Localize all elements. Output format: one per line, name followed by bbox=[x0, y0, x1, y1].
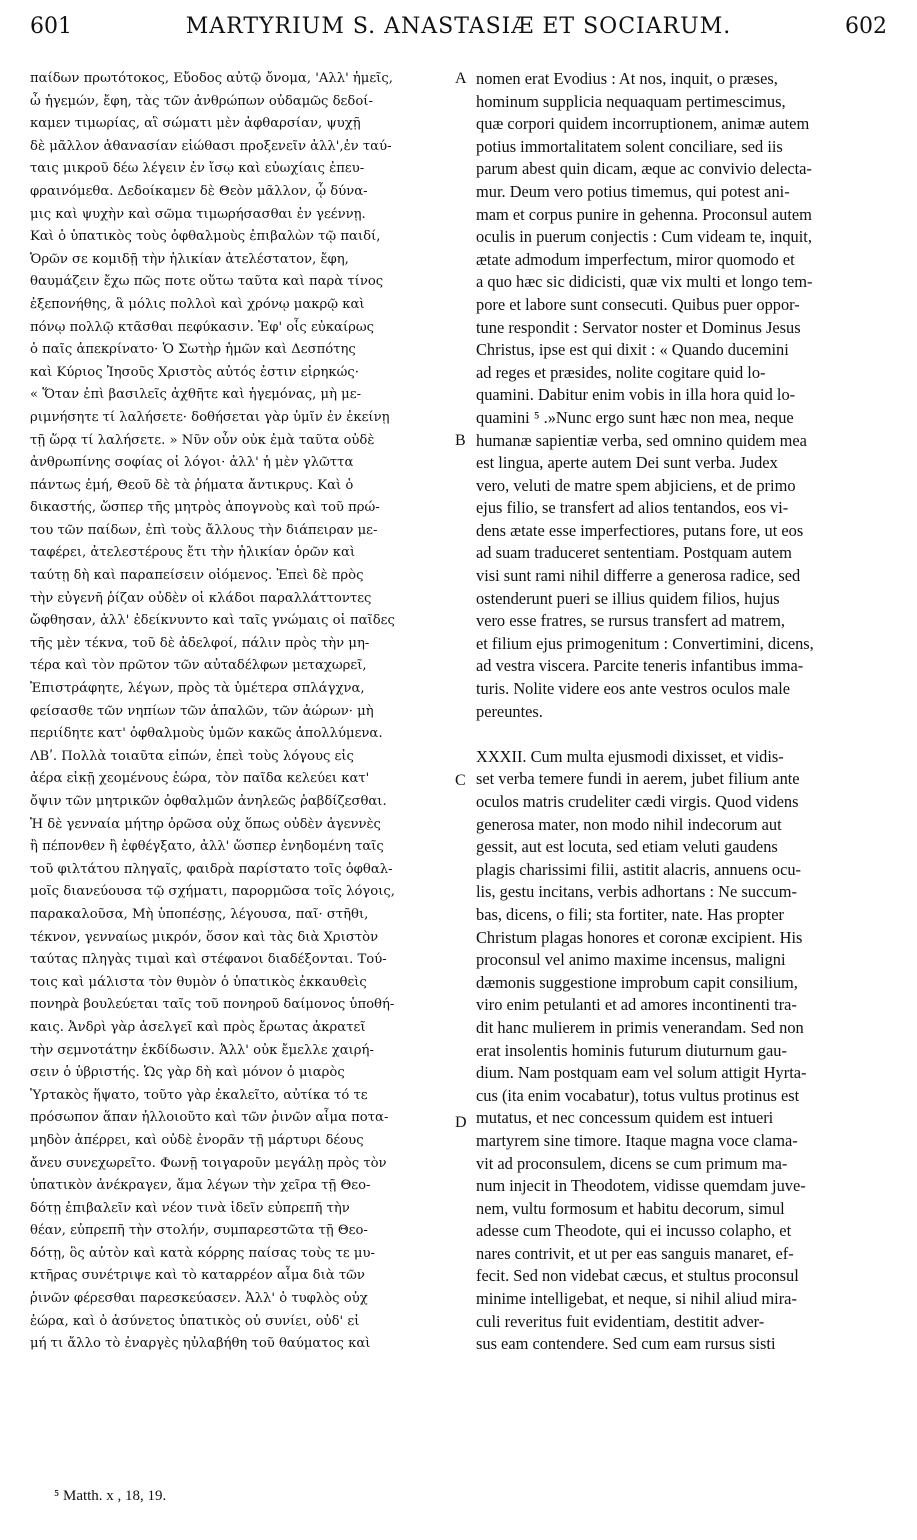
latin-text-line: ostenderunt pueri se illius quidem filios, hujus bbox=[476, 588, 780, 608]
latin-text-line: dit hanc mulierem in primis venerandam. Sed non bbox=[476, 1017, 804, 1037]
latin-text-line: ad suam traduceret sententiam. Postquam autem bbox=[476, 543, 792, 563]
latin-text-line: fecit. Sed non videbat cæcus, et stultus proconsul bbox=[476, 1266, 799, 1286]
latin-text-line: est lingua, aperte autem Dei sunt verba. Judex bbox=[476, 453, 778, 473]
latin-text-line: visi sunt rami nihil differre a generosa radice, sed bbox=[476, 566, 801, 586]
latin-text-line: quamini ⁵ .»Nunc ergo sunt hæc non mea, neque bbox=[476, 407, 794, 427]
greek-text-line: πόνῳ πολλῷ κτᾶσθαι πεφύκασιν. Ἐφ' οἷς εὐκαίρως bbox=[30, 319, 375, 335]
latin-text-line: pereuntes. bbox=[476, 701, 543, 721]
greek-text-line: πρόσωπον ἅπαν ἠλλοιοῦτο καὶ τῶν ῥινῶν αἷμα ποτα- bbox=[30, 1110, 389, 1126]
greek-text-line: τέρα καὶ τὸν πρῶτον τῶν αὐταδέλφων μεταχωρεῖ, bbox=[30, 658, 367, 674]
greek-text-line: κτῆρας συνέτριψε καὶ τὸ καταρρέον αἷμα διὰ τῶν bbox=[30, 1268, 365, 1284]
greek-text-line: ταύτῃ δὴ καὶ παραπείσειν οἰόμενος. Ἐπεὶ δὲ πρὸς bbox=[30, 568, 364, 584]
greek-text-line: ριμνήσητε τί λαλήσετε· δοθήσεται γὰρ ὑμῖν ἐν ἐκείνῃ bbox=[30, 409, 390, 425]
latin-text-line: vero esse fratres, se rursus transfert ad matrem, bbox=[476, 611, 786, 631]
latin-text-line: dæmonis suggestione improbum capit consilium, bbox=[476, 972, 798, 992]
latin-text-line: ætate admodum imperfectum, miror quomodo et bbox=[476, 249, 795, 269]
greek-text-line: του τῶν παίδων, ἐπὶ τοὺς ἄλλους τὴν διάπειραν με- bbox=[30, 522, 378, 538]
latin-text-line: nem, vultu formosum et habitu decorum, simul bbox=[476, 1198, 785, 1218]
greek-text-line: ὄψιν τῶν μητρικῶν ὀφθαλμῶν ἀνηλεῶς ῥαβδίζεσθαι. bbox=[30, 794, 387, 809]
latin-text-line: mur. Deum vero potius timemus, qui potest ani- bbox=[476, 181, 790, 201]
latin-text-line: culi reveritus fuit evidentiam, destitit adver- bbox=[476, 1311, 765, 1331]
latin-text-line: quæ corpori quidem incorruptionem, animæ autem bbox=[476, 114, 810, 134]
greek-text-line: τῆς μὲν τέκνα, τοῦ δὲ ἀδελφοί, πάλιν πρὸς τὴν μη- bbox=[30, 635, 370, 651]
latin-text-line: set verba temere fundi in aerem, jubet filium ante bbox=[476, 769, 800, 789]
greek-text-line: δότῃ, ὃς αὐτὸν καὶ κατὰ κόρρης παίσας τοὺς τε μυ- bbox=[30, 1245, 375, 1261]
greek-text-line: ταφέρει, ἀτελεστέρους ἔτι τὴν ἡλικίαν ὁρῶν καὶ bbox=[30, 545, 356, 561]
greek-text-line: ταύτας πληγὰς τιμαὶ καὶ στέφανοι διαδέξονται. Τού- bbox=[30, 952, 387, 968]
greek-text-line: Ἐπιστράφητε, λέγων, πρὸς τὰ ὑμέτερα σπλάγχνα, bbox=[30, 681, 365, 697]
greek-text-line: φείσασθε τῶν νηπίων τῶν ἁπαλῶν, τῶν ἀώρων· μὴ bbox=[30, 703, 374, 719]
latin-text-line: et filium ejus primogenitum : Convertimini, dicens, bbox=[476, 633, 814, 653]
margin-marker-b: B bbox=[455, 432, 466, 449]
latin-text-line: cus (ita enim vocabatur), totus vultus protinus est bbox=[476, 1085, 800, 1105]
page-number-left: 601 bbox=[30, 14, 72, 39]
latin-text-line: potius immortalitatem solent conciliare, sed iis bbox=[476, 136, 783, 156]
greek-text-line: ἀέρα εἰκῇ χεομένους ἑώρα, τὸν παῖδα κελεύει κατ' bbox=[30, 771, 370, 787]
latin-text-line: tune respondit : Servator noster et Dominus Jesus bbox=[476, 317, 801, 337]
latin-text-line: pore et labore sunt consecuti. Quibus puer oppor- bbox=[476, 294, 800, 314]
greek-text-line: ΛΒʹ. Πολλὰ τοιαῦτα εἰπών, ἐπεὶ τοὺς λόγους εἰς bbox=[30, 748, 354, 764]
latin-text-line: num injecit in Theodotem, vidisse quemdam juve- bbox=[476, 1176, 806, 1196]
paragraph-gap bbox=[476, 723, 888, 746]
greek-text-line: ἄνευ συνεχωρεῖτο. Φωνῇ τοιγαροῦν μεγάλῃ πρὸς τὸν bbox=[30, 1155, 387, 1171]
latin-text-line: viro enim petulanti et ad amores incontinenti tra- bbox=[476, 995, 797, 1015]
greek-text-line: ὁ παῖς ἀπεκρίνατο· Ὁ Σωτὴρ ἡμῶν καὶ Δεσπότης bbox=[30, 342, 356, 358]
latin-text-line: XXXII. Cum multa ejusmodi dixisset, et vidis- bbox=[476, 746, 784, 766]
latin-text-line: dens ætate esse imperfectiores, putans fore, ut eos bbox=[476, 520, 804, 540]
greek-text-line: Καὶ ὁ ὑπατικὸς τοὺς ὀφθαλμοὺς ἐπιβαλὼν τῷ παιδί, bbox=[30, 229, 381, 245]
latin-column bbox=[476, 68, 888, 1356]
greek-text-line: δικαστής, ὥσπερ τῆς μητρὸς ἀπογνοὺς καὶ τοῦ πρώ- bbox=[30, 500, 380, 516]
greek-text-line: μοῖς διανεύουσα τῷ σχήματι, παρορμῶσα τοῖς λόγοις, bbox=[30, 884, 395, 900]
greek-text-line: δὲ μᾶλλον ἀθανασίαν εἰώθασι προξενεῖν ἀλλ',ἐν ταύ- bbox=[30, 138, 392, 154]
latin-text-line: gessit, aut est locuta, sed etiam veluti gaudens bbox=[476, 837, 778, 857]
latin-text-line: generosa mater, non modo nihil indecorum aut bbox=[476, 814, 782, 834]
latin-text-line: oculos matris crudeliter cædi virgis. Quod videns bbox=[476, 792, 799, 811]
latin-text-line: vit ad proconsulem, dicens se cum primum ma- bbox=[476, 1153, 788, 1173]
greek-text-line: τοῦ φιλτάτου πληγαῖς, φαιδρὰ παρίστατο τοῖς ὀφθαλ- bbox=[30, 861, 393, 877]
greek-text-line: Ἡ δὲ γενναία μήτηρ ὁρῶσα οὐχ ὅπως οὐδὲν ἀγεννὲς bbox=[30, 816, 381, 832]
greek-text-line: περιίδητε κατ' ὀφθαλμοὺς ὑμῶν κακῶς ἀπολλύμενα. bbox=[30, 726, 383, 742]
greek-text-line: ἀνθρωπίνης σοφίας οἱ λόγοι· ἀλλ' ἡ μὲν γλῶττα bbox=[30, 455, 354, 471]
greek-text-line: ἢ πέπονθεν ἢ ἐφθέγξατο, ἀλλ' ὥσπερ ἐνηδομένη ταῖς bbox=[30, 839, 384, 855]
latin-text-line: oculis in puerum conjectis : Cum videam te, inquit, bbox=[476, 227, 812, 247]
greek-text-line: τοις καὶ μάλιστα τὸν θυμὸν ὁ ὑπατικὸς ἐκκαυθεὶς bbox=[30, 974, 367, 990]
greek-text-line: τῇ ὥρᾳ τί λαλήσετε. » Νῦν οὖν οὐκ ἐμὰ ταῦτα οὐδὲ bbox=[30, 432, 375, 448]
latin-text-line: ad vestra viscera. Parcite teneris infantibus imma- bbox=[476, 656, 804, 676]
latin-text-line: sus eam contendere. Sed cum eam rursus sisti bbox=[476, 1334, 776, 1354]
page-header bbox=[30, 14, 887, 50]
latin-text-line: nares contrivit, et ut per eas sanguis manaret, ef- bbox=[476, 1243, 794, 1263]
margin-marker-c: C bbox=[455, 772, 466, 789]
greek-text-line: ῥινῶν φέρεσθαι παρεσκεύασεν. Ἀλλ' ὁ τυφλὸς οὐχ bbox=[30, 1291, 368, 1307]
latin-text-line: parum abest quin dicam, æque ac convivio delecta- bbox=[476, 159, 812, 179]
latin-text-line: bas, dicens, o fili; sta fortiter, nate. Has propter bbox=[476, 904, 784, 924]
latin-text-line: plagis charissimi filii, astitit alacris, annuens ocu- bbox=[476, 859, 802, 879]
greek-text-line: καις. Ἀνδρὶ γὰρ ἀσελγεῖ καὶ πρὸς ἔρωτας ἀκρατεῖ bbox=[30, 1019, 366, 1035]
greek-text-line: καμεν τιμωρίας, αἳ σώματι μὲν ἀφθαρσίαν, ψυχῇ bbox=[30, 116, 361, 132]
latin-text-line: turis. Nolite videre eos ante vestros oculos male bbox=[476, 679, 791, 699]
greek-text-line: Ὑρτακὸς ἥψατο, τοῦτο γὰρ ἐκαλεῖτο, αὐτίκα τό τε bbox=[30, 1087, 368, 1103]
greek-text-line: σειν ὁ ὑβριστής. Ὡς γὰρ δὴ καὶ μόνον ὁ μιαρὸς bbox=[30, 1065, 345, 1081]
greek-text-line: ταις μικροῦ δέω λέγειν ἐν ἴσῳ καὶ εὐωχίαις ἐπευ- bbox=[30, 161, 365, 177]
latin-text-line: martyrem sine timore. Itaque magna voce clama- bbox=[476, 1130, 798, 1150]
latin-text-line: nomen erat Evodius : At nos, inquit, o præses, bbox=[476, 69, 778, 88]
greek-text-line: φραινόμεθα. Δεδοίκαμεν δὲ Θεὸν μᾶλλον, ᾧ δύνα- bbox=[30, 183, 368, 199]
greek-text-line: μηδὸν ἀπέρρει, καὶ οὐδὲ ἐνορᾶν τῇ μάρτυρι δέους bbox=[30, 1132, 364, 1148]
greek-column bbox=[30, 68, 450, 1356]
latin-text-line: lis, gestu incitans, verbis adhortans : Ne succum- bbox=[476, 882, 797, 902]
greek-text-line: Ὁρῶν σε κομιδῇ τὴν ἡλικίαν ἀτελέστατον, ἔφη, bbox=[30, 251, 349, 267]
latin-text-line: vero, veluti de matre spem abjiciens, et de primo bbox=[476, 475, 796, 495]
greek-text-line: « Ὅταν ἐπὶ βασιλεῖς ἀχθῆτε καὶ ἡγεμόνας, μὴ με- bbox=[30, 387, 362, 403]
latin-text-line: Christum plagas honores et coronæ excipient. His bbox=[476, 927, 803, 947]
latin-text-line: quamini. Dabitur enim vobis in illa hora quid lo- bbox=[476, 385, 796, 405]
latin-text-line: adesse cum Theodote, qui ei incusso colapho, et bbox=[476, 1221, 792, 1241]
greek-text-line: παρακαλοῦσα, Μὴ ὑποπέσῃς, λέγουσα, παῖ· στῆθι, bbox=[30, 906, 369, 922]
greek-text-line: ἐξεπονήθης, ἃ μόλις πολλοὶ καὶ χρόνῳ μακρῷ καὶ bbox=[30, 296, 365, 312]
margin-marker-a: A bbox=[455, 70, 467, 87]
greek-text-line: τὴν εὐγενῆ ῥίζαν οὐδὲν οἱ κλάδοι παραλλάττοντες bbox=[30, 590, 372, 606]
greek-text-line: καὶ Κύριος Ἰησοῦς Χριστὸς αὐτός ἐστιν εἰρηκώς· bbox=[30, 364, 359, 380]
greek-text-line: μις καὶ ψυχὴν καὶ σῶμα τιμωρήσασθαι ἐν γεέννῃ. bbox=[30, 206, 366, 222]
latin-text-line: mam et corpus punire in gehenna. Proconsul autem bbox=[476, 204, 812, 224]
margin-marker-d: D bbox=[455, 1114, 467, 1131]
latin-text-line: erat insolentis hominis futurum diuturnum gau- bbox=[476, 1040, 787, 1060]
greek-text-line: πονηρὰ βουλεύεται ταῖς τοῦ πονηροῦ δαίμονος ὑποθή- bbox=[30, 997, 395, 1013]
latin-text-line: humanæ sapientiæ verba, sed omnino quidem mea bbox=[476, 430, 807, 450]
latin-text-line: mutatus, et nec concessum quidem est intueri bbox=[476, 1108, 774, 1128]
footnote: ⁵ Matth. x , 18, 19. bbox=[54, 1488, 167, 1504]
page-number-right: 602 bbox=[845, 14, 887, 39]
greek-text-line: ἑώρα, καὶ ὁ ἀσύνετος ὑπατικὸς οὐ συνίει, οὐδ' εἰ bbox=[30, 1313, 360, 1329]
latin-text-line: proconsul vel animo maxime incensus, maligni bbox=[476, 950, 786, 970]
latin-text-line: Christus, ipse est qui dixit : « Quando ducemini bbox=[476, 340, 789, 360]
running-title: MARTYRIUM S. ANASTASIÆ ET SOCIARUM. bbox=[185, 14, 732, 39]
greek-text-line: τὴν σεμνοτάτην ἐκδίδωσιν. Ἀλλ' οὐκ ἔμελλε χαιρή- bbox=[30, 1042, 374, 1058]
greek-text-line: θέαν, εὐπρεπῆ τὴν στολήν, συμπαρεστῶτα τῇ Θεο- bbox=[30, 1223, 368, 1239]
greek-text-line: τέκνον, γενναίως μικρόν, ὅσον καὶ τὰς διὰ Χριστὸν bbox=[30, 929, 379, 945]
greek-text-line: παίδων πρωτότοκος, Εὔοδος αὐτῷ ὄνομα, 'Αλλ' ἡμεῖς, bbox=[30, 71, 393, 86]
greek-text-line: θαυμάζειν ἔχω πῶς ποτε οὕτω ταῦτα καὶ παρὰ τίνος bbox=[30, 274, 384, 290]
greek-text-line: πάντως ἐμή, Θεοῦ δὲ τὰ ῥήματα ἄντικρυς. Καὶ ὁ bbox=[30, 477, 354, 493]
greek-text-line: ὦ ἡγεμών, ἔφη, τὰς τῶν ἀνθρώπων οὐδαμῶς δεδοί- bbox=[30, 93, 373, 109]
greek-text-line: ὤφθησαν, ἀλλ' ἐδείκνυντο καὶ ταῖς γνώμαις οἱ παῖδες bbox=[30, 613, 395, 629]
latin-text-line: a quo hæc sic didicisti, quæ vix multi et longo tem- bbox=[476, 272, 813, 292]
greek-text-line: ὑπατικὸν ἀνέκραγεν, ἅμα λέγων τὴν χεῖρα τῇ Θεο- bbox=[30, 1178, 371, 1194]
latin-text-line: minime intelligebat, et neque, si nihil aliud mira- bbox=[476, 1289, 797, 1309]
greek-text-line: μή τι ἄλλο τὸ ἐναργὲς ηὐλαβήθη τοῦ θαύματος καὶ bbox=[30, 1336, 371, 1352]
latin-text-line: ejus filio, se transfert ad alios tentandos, eos vi- bbox=[476, 498, 789, 518]
greek-text-line: δότῃ ἐπιβαλεῖν καὶ νέον τινὰ ἰδεῖν εὐπρεπῆ τὴν bbox=[30, 1200, 350, 1216]
latin-text-line: dium. Nam postquam eam vel solum attigit Hyrta- bbox=[476, 1063, 807, 1083]
latin-text-line: hominum supplicia nequaquam pertimescimus, bbox=[476, 91, 786, 111]
latin-text-line: ad reges et præsides, nolite cogitare quid lo- bbox=[476, 362, 766, 382]
